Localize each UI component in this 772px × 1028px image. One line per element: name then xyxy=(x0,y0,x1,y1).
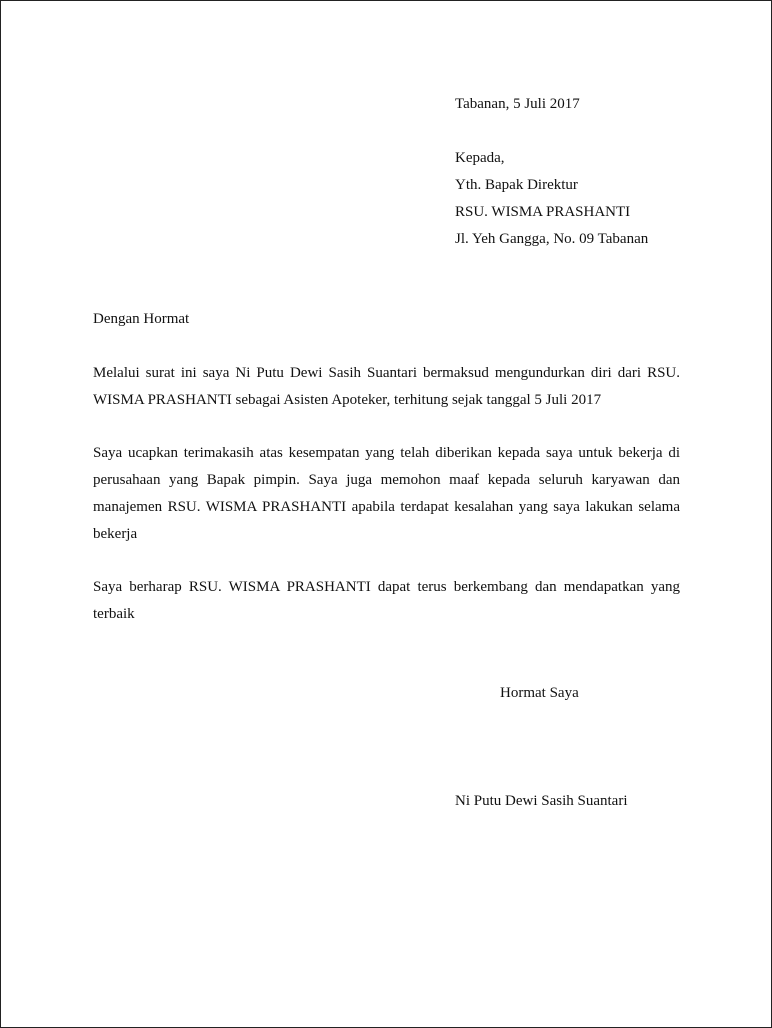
recipient-to: Kepada, xyxy=(455,150,505,166)
recipient-line-3: Jl. Yeh Gangga, No. 09 Tabanan xyxy=(455,231,649,247)
paragraph-1-line-1: Melalui surat ini saya Ni Putu Dewi Sasih Suantari bermaksud mengundurkan diri dari RSU. xyxy=(93,365,680,381)
paragraph-1-line-2: WISMA PRASHANTI sebagai Asisten Apoteker, terhitung sejak tanggal 5 Juli 2017 xyxy=(93,392,602,408)
recipient-line-1: Yth. Bapak Direktur xyxy=(455,177,578,193)
recipient-line-2: RSU. WISMA PRASHANTI xyxy=(455,204,631,220)
greeting: Dengan Hormat xyxy=(93,311,190,327)
paragraph-2-line-3: manajemen RSU. WISMA PRASHANTI apabila terdapat kesalahan yang saya lakukan selama xyxy=(93,499,680,515)
paragraph-3-line-2: terbaik xyxy=(93,606,135,622)
paragraph-2-line-2: perusahaan yang Bapak pimpin. Saya juga memohon maaf kepada seluruh karyawan dan xyxy=(93,472,680,488)
signatory-name: Ni Putu Dewi Sasih Suantari xyxy=(455,793,628,809)
closing: Hormat Saya xyxy=(500,685,579,701)
paragraph-2-line-1: Saya ucapkan terimakasih atas kesempatan yang telah diberikan kepada saya untuk bekerja di xyxy=(93,445,680,461)
paragraph-3-line-1: Saya berharap RSU. WISMA PRASHANTI dapat terus berkembang dan mendapatkan yang xyxy=(93,579,680,595)
paragraph-2-line-4: bekerja xyxy=(93,526,138,542)
place-date: Tabanan, 5 Juli 2017 xyxy=(455,96,580,112)
